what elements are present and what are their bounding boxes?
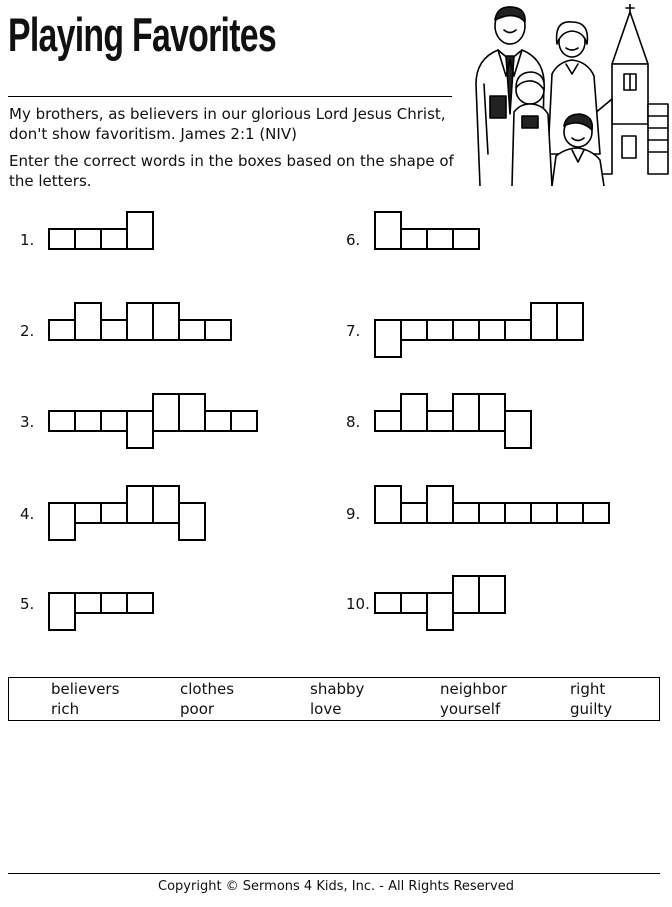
letter-box[interactable] (48, 410, 76, 432)
title-divider (8, 96, 452, 97)
puzzle-number: 7. (346, 322, 361, 340)
letter-box[interactable] (478, 319, 506, 341)
tall-letter-box[interactable] (400, 393, 428, 432)
letter-box[interactable] (48, 228, 76, 250)
letter-box[interactable] (374, 410, 402, 432)
letter-box[interactable] (100, 410, 128, 432)
tall-letter-box[interactable] (478, 575, 506, 614)
letter-box[interactable] (400, 502, 428, 524)
tall-letter-box[interactable] (556, 302, 584, 341)
descender-letter-box[interactable] (426, 592, 454, 631)
word-bank-word: neighbor (440, 680, 507, 698)
letter-box[interactable] (204, 319, 232, 341)
letter-box[interactable] (74, 502, 102, 524)
letter-box[interactable] (426, 228, 454, 250)
letter-box[interactable] (100, 592, 128, 614)
letter-box[interactable] (74, 592, 102, 614)
letter-box[interactable] (48, 319, 76, 341)
word-bank-word: yourself (440, 700, 501, 718)
letter-box[interactable] (100, 228, 128, 250)
word-bank-word: guilty (570, 700, 613, 718)
puzzle-number: 3. (20, 413, 35, 431)
bible-verse: My brothers, as believers in our glorious Lord Jesus Christ, don't show favoritism. James 2:1 (NIV) (9, 105, 446, 143)
puzzle-number: 6. (346, 231, 361, 249)
girl-figure (512, 72, 552, 186)
descender-letter-box[interactable] (504, 410, 532, 449)
tall-letter-box[interactable] (152, 393, 180, 432)
tall-letter-box[interactable] (152, 485, 180, 524)
tall-letter-box[interactable] (126, 302, 154, 341)
puzzle-number: 10. (346, 595, 370, 613)
word-bank (8, 677, 660, 721)
tall-letter-box[interactable] (426, 485, 454, 524)
letter-box[interactable] (452, 502, 480, 524)
tall-letter-box[interactable] (452, 393, 480, 432)
letter-box[interactable] (100, 319, 128, 341)
puzzle-number: 5. (20, 595, 35, 613)
letter-box[interactable] (374, 592, 402, 614)
letter-box[interactable] (400, 228, 428, 250)
letter-box[interactable] (504, 502, 532, 524)
letter-box[interactable] (100, 502, 128, 524)
letter-box[interactable] (178, 319, 206, 341)
copyright-footer: Copyright © Sermons 4 Kids, Inc. - All Rights Reserved (158, 879, 514, 894)
tall-letter-box[interactable] (530, 302, 558, 341)
letter-box[interactable] (582, 502, 610, 524)
puzzle-number: 1. (20, 231, 35, 249)
letter-box[interactable] (426, 319, 454, 341)
descender-letter-box[interactable] (374, 319, 402, 358)
word-bank-word: believers (51, 680, 120, 698)
word-bank-word: shabby (310, 680, 365, 698)
tall-letter-box[interactable] (374, 211, 402, 250)
letter-box[interactable] (74, 410, 102, 432)
descender-letter-box[interactable] (48, 592, 76, 631)
puzzle-number: 2. (20, 322, 35, 340)
letter-box[interactable] (204, 410, 232, 432)
instructions: Enter the correct words in the boxes based on the shape of the letters. (9, 152, 454, 190)
family-at-church-illustration (462, 4, 670, 186)
puzzle-number: 9. (346, 505, 361, 523)
footer-divider (8, 873, 660, 874)
descender-letter-box[interactable] (126, 410, 154, 449)
descender-letter-box[interactable] (178, 502, 206, 541)
tall-letter-box[interactable] (126, 485, 154, 524)
tall-letter-box[interactable] (152, 302, 180, 341)
letter-box[interactable] (530, 502, 558, 524)
letter-box[interactable] (426, 410, 454, 432)
word-bank-word: love (310, 700, 342, 718)
letter-box[interactable] (400, 319, 428, 341)
letter-box[interactable] (452, 228, 480, 250)
word-bank-word: right (570, 680, 606, 698)
letter-box[interactable] (556, 502, 584, 524)
word-bank-word: poor (180, 700, 215, 718)
puzzle-number: 4. (20, 505, 35, 523)
page-title: Playing Favorites (8, 8, 276, 61)
letter-box[interactable] (452, 319, 480, 341)
letter-box[interactable] (230, 410, 258, 432)
letter-box[interactable] (74, 228, 102, 250)
word-bank-word: clothes (180, 680, 235, 698)
tall-letter-box[interactable] (478, 393, 506, 432)
letter-box[interactable] (400, 592, 428, 614)
word-bank-word: rich (51, 700, 80, 718)
letter-box[interactable] (478, 502, 506, 524)
letter-box[interactable] (504, 319, 532, 341)
puzzle-number: 8. (346, 413, 361, 431)
tall-letter-box[interactable] (178, 393, 206, 432)
letter-box[interactable] (126, 592, 154, 614)
tall-letter-box[interactable] (452, 575, 480, 614)
tall-letter-box[interactable] (74, 302, 102, 341)
descender-letter-box[interactable] (48, 502, 76, 541)
tall-letter-box[interactable] (374, 485, 402, 524)
tall-letter-box[interactable] (126, 211, 154, 250)
